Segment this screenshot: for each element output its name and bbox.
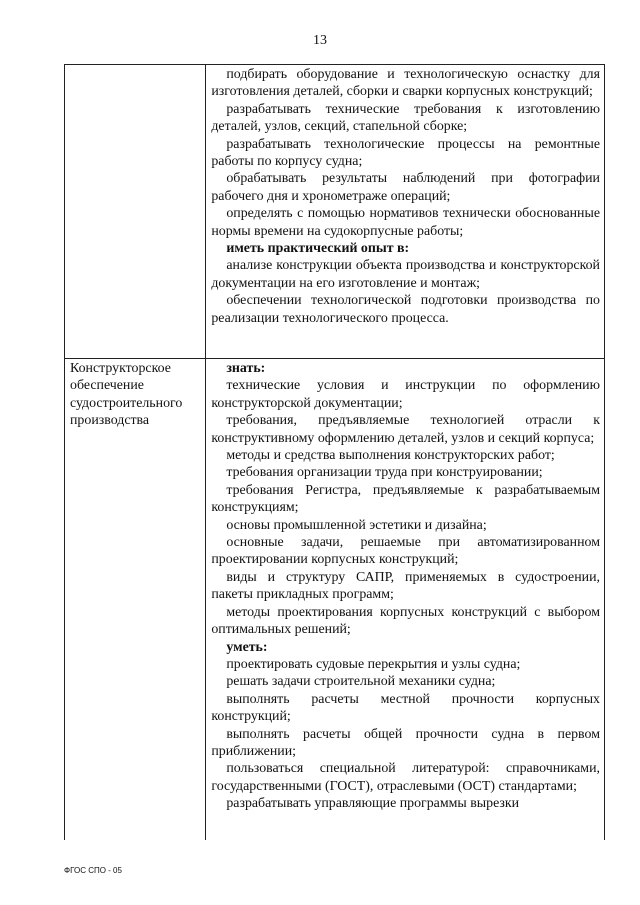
requirement-item: разрабатывать технологические процессы на ремонтные работы по корпусу судна; <box>211 136 600 170</box>
requirement-item: требования Регистра, предъявляемые к разрабатываемым конструкциям; <box>211 482 600 516</box>
section-heading: уметь: <box>226 639 268 655</box>
requirement-item: выполнять расчеты местной прочности корпусных конструкций; <box>211 691 600 725</box>
requirement-item: виды и структуру САПР, применяемых в судостроении, пакеты прикладных программ; <box>211 569 600 603</box>
requirement-item: разрабатывать управляющие программы вырезки <box>226 796 520 812</box>
table-row <box>65 359 605 841</box>
requirement-item: требования, предъявляемые технологией отрасли к конструктивному оформлению деталей, узлов и секций корпуса; <box>211 413 600 446</box>
requirement-item: методы проектирования корпусных конструкций с выбором оптимальных решений; <box>211 604 600 638</box>
requirement-item: технические условия и инструкции по оформлению конструкторской документации; <box>211 378 600 411</box>
table-row <box>65 65 605 359</box>
requirement-item: решать задачи строительной механики судна; <box>226 674 496 690</box>
module-title-cell: Конструкторское обеспечение судостроительного производства <box>65 359 206 841</box>
page-number: 13 <box>313 33 327 48</box>
competency-table <box>64 64 605 840</box>
requirement-item: определять с помощью нормативов технически обоснованные нормы времени на судокорпусные работы; <box>211 206 600 239</box>
requirements-cell <box>206 359 605 841</box>
requirement-item: подбирать оборудование и технологическую оснастку для изготовления деталей, сборки и сварки корпусных конструкций; <box>211 67 600 100</box>
requirement-item: обрабатывать результаты наблюдений при фотографии рабочего дня и хронометраже операций; <box>211 171 600 204</box>
requirement-item: пользоваться специальной литературой: справочниками, государственными (ГОСТ), отраслевыми (ОСТ) стандартами; <box>211 761 600 794</box>
requirement-item: требования организации труда при конструировании; <box>226 465 543 481</box>
section-heading: иметь практический опыт в: <box>226 241 410 257</box>
requirement-item: обеспечении технологической подготовки производства по реализации технологического процесса. <box>211 293 600 326</box>
requirement-item: анализе конструкции объекта производства и конструкторской документации на его изготовление и монтаж; <box>211 258 600 291</box>
section-heading: знать: <box>226 361 266 376</box>
requirement-item: основные задачи, решаемые при автоматизированном проектировании корпусных конструкций; <box>211 535 600 568</box>
requirements-cell <box>206 65 605 359</box>
requirement-item: основы промышленной эстетики и дизайна; <box>226 517 487 533</box>
footer-code: ФГОС СПО - 05 <box>64 866 122 875</box>
requirement-item: проектировать судовые перекрытия и узлы судна; <box>226 656 521 672</box>
requirement-item: выполнять расчеты общей прочности судна в первом приближении; <box>211 726 600 759</box>
requirement-item: методы и средства выполнения конструкторских работ; <box>226 448 555 464</box>
module-title-cell <box>65 65 206 359</box>
requirement-item: разрабатывать технические требования к изготовлению деталей, узлов, секций, стапельной сборке; <box>211 101 600 135</box>
